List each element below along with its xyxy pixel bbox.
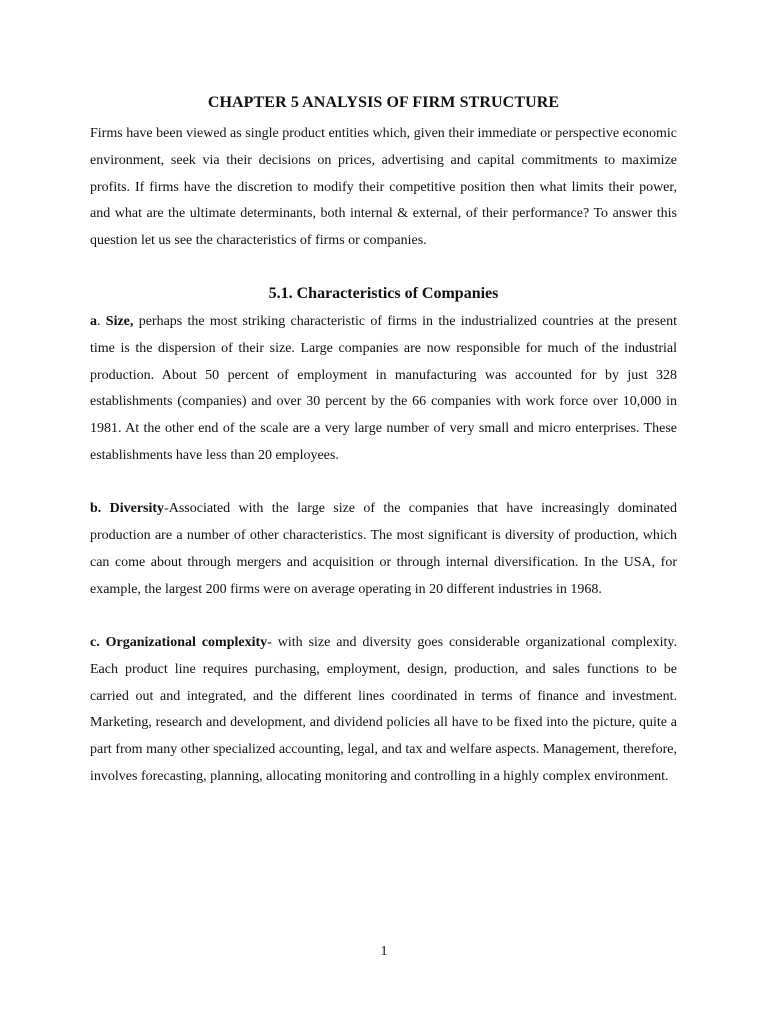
characteristic-size-text: perhaps the most striking characteristic of firms in the industrialized countries at the present time is the dispersion of their size. Large companies are now responsible for much of the industrial production. About 50 percent of employment in manufacturing was accounted for by just 328 establishments (companies) and over 30 percent by the 66 companies with work force over 10,000 in 1981. At the other end of the scale are a very large number of very small and micro enterprises. These establishments have less than 20 employees.	[90, 313, 678, 463]
characteristic-organizational-complexity-paragraph	[90, 630, 677, 791]
characteristic-diversity-paragraph	[90, 496, 677, 603]
characteristic-diversity-heading: b. Diversity	[90, 501, 165, 517]
section-title: 5.1. Characteristics of Companies	[268, 284, 499, 302]
intro-paragraph: Firms have been viewed as single product entities which, given their immediate or perspective economic environment, seek via their decisions on prices, advertising and capital commitments to maximize profits. If firms have the discretion to modify their competitive position then what limits their power, and what are the ultimate determinants, both internal & external, of their performance? To answer this question let us see the characteristics of firms or companies.	[90, 126, 677, 249]
characteristic-size-heading: Size,	[105, 313, 134, 329]
chapter-title: CHAPTER 5 ANALYSIS OF FIRM STRUCTURE	[207, 94, 560, 111]
document-body	[90, 92, 677, 791]
page-number: 1	[380, 944, 388, 959]
characteristic-size-marker: a	[90, 313, 97, 329]
characteristic-diversity-text: -Associated with the large size of the companies that have increasingly dominated production are a number of other characteristics. The most significant is diversity of production, which can come about through mergers and acquisition or through internal diversification. In the USA, for example, the largest 200 firms were on average operating in 20 different industries in 1968.	[90, 501, 677, 597]
characteristic-size-paragraph	[90, 309, 677, 470]
characteristic-organizational-complexity-heading: c. Organizational complexity	[90, 634, 268, 650]
characteristic-organizational-complexity-text: - with size and diversity goes considerable organizational complexity. Each product line requires purchasing, employment, design, production, and sales functions to be carried out and integrated, and the different lines coordinated in terms of finance and investment. Marketing, research and development, and dividend policies all have to be fixed into the picture, quite a part from many other specialized accounting, legal, and tax and welfare aspects. Management, therefore, involves forecasting, planning, allocating monitoring and controlling in a highly complex environment.	[90, 634, 677, 784]
characteristic-size-separator: .	[97, 313, 106, 329]
